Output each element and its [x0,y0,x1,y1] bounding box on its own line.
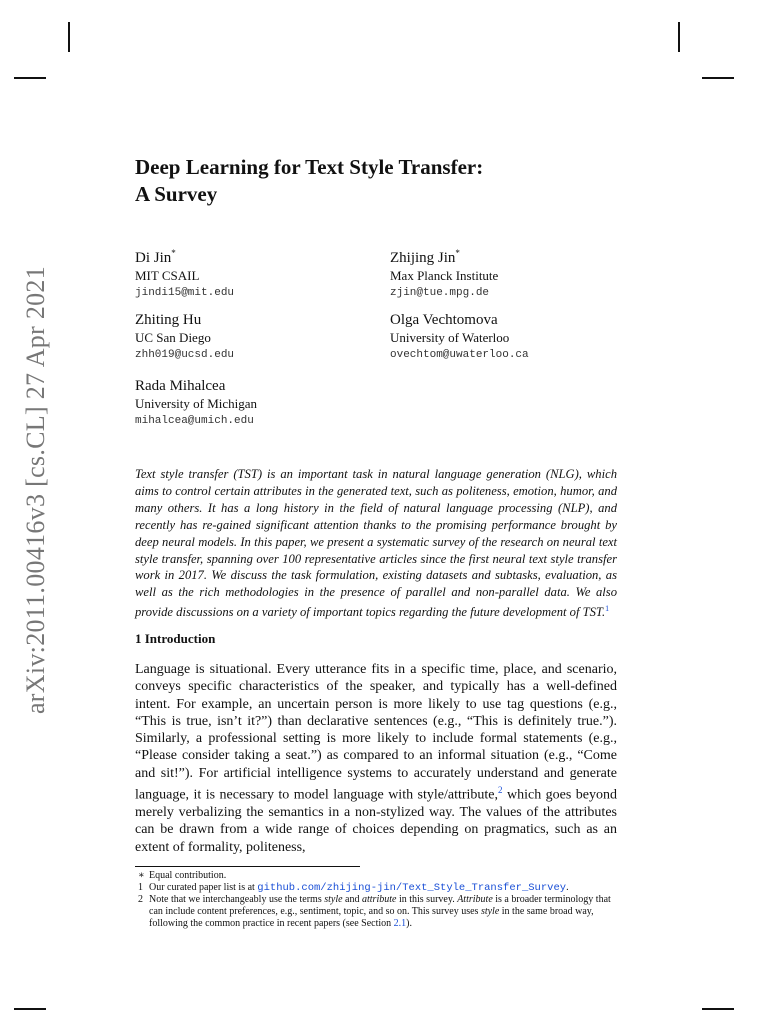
author-block [135,245,234,302]
author-name: Di Jin* [135,248,176,266]
footnote-mark: 2 [138,894,143,905]
author-block [135,378,257,430]
author-email[interactable]: zhh019@ucsd.edu [135,349,235,361]
crop-mark [702,77,734,79]
crop-mark [678,22,680,52]
author-affiliation: MIT CSAIL [135,268,200,283]
author-email[interactable]: zjin@tue.mpg.de [390,287,490,299]
footnote-item [138,882,618,894]
author-email[interactable]: ovechtom@uwaterloo.ca [390,349,529,361]
footnote-text: Note that we interchangeably use the terms style and attribute in this survey. Attribute is a broader terminology that can include content preferences, e.g., sentiment, topic, and so on. This survey uses style in the same broad way, following the common practice in recent papers (see Section 2.1). [149,894,611,929]
abstract [135,466,617,621]
footnote-text: Equal contribution. [149,870,227,881]
footnote-text: Our curated paper list is at github.com/zhijing-jin/Text_Style_Transfer_Survey. [149,882,569,894]
section-heading [135,631,215,647]
abstract-text: Text style transfer (TST) is an important task in natural language generation (NLG), which aims to control certain attributes in the generated text, such as politeness, emotion, humor, and many others. It has a long history in the field of natural language processing (NLP), and recently has re-gained significant attention thanks to the promising performance brought by deep neural models. In this paper, we present a systematic survey of the research on neural text style transfer, spanning over 100 representative articles since the first neural text style transfer work in 2017. We discuss the task formulation, existing datasets and subtasks, evaluation, as well as the rich methodologies in the presence of parallel and non-parallel data. We also provide discussions on a variety of important topics regarding the future development of TST. [135,467,617,620]
section-title: Introduction [144,631,216,646]
crop-mark [702,1008,734,1010]
footnotes [138,870,618,930]
section-ref-link[interactable]: 2.1 [393,918,407,929]
footnote-item [138,870,618,882]
footnote-mark: ∗ [138,870,145,881]
footnote-ref-2[interactable]: 2 [498,785,503,796]
author-block [390,245,498,302]
author-block [135,312,234,364]
paper-title [135,154,483,208]
author-block [390,312,529,364]
author-email[interactable]: mihalcea@umich.edu [135,415,254,427]
author-name: Rada Mihalcea [135,378,226,394]
author-email[interactable]: jindi15@mit.edu [135,287,235,299]
author-affiliation: University of Waterloo [390,330,510,345]
footnote-rule [135,866,360,867]
crop-mark [14,1008,46,1010]
author-name: Olga Vechtomova [390,312,498,328]
crop-mark [14,77,46,79]
author-name: Zhijing Jin* [390,248,460,266]
footnote-item [138,894,618,930]
author-name: Zhiting Hu [135,312,202,328]
author-affiliation: UC San Diego [135,330,211,345]
equal-contribution-mark: * [455,248,460,258]
author-affiliation: University of Michigan [135,396,258,411]
title-line-1: Deep Learning for Text Style Transfer: [135,155,484,179]
section-number: 1 [135,631,142,646]
paper-list-link[interactable]: github.com/zhijing-jin/Text_Style_Transfer_Survey [257,882,567,894]
title-line-2: A Survey [135,182,218,206]
equal-contribution-mark: * [171,248,176,258]
footnote-ref-1[interactable]: 1 [605,604,610,614]
intro-paragraph: Language is situational. Every utterance fits in a specific time, place, and scenario, conveys specific characteristics of the speaker, and typically has a well-defined intent. For example, an uncertain person is more likely to use tag questions (e.g., “This is true, isn’t it?”) than declarative sentences (e.g., “This is definitely true.”). Similarly, a professional setting is more likely to include formal statements (e.g., “Please consider taking a seat.”) as compared to an informal situation (e.g., “Come and sit!”). For artificial intelligence systems to accurately understand and generate language, it is necessary to model language with style/attribute,$^2$ which goes beyond merely verbalizing the semantics in a non-stylized way. The values of the attributes can be drawn from a wide range of choices depending on pragmatics, such as an extent of formality, politeness, [135,662,617,855]
author-affiliation: Max Planck Institute [390,268,499,283]
crop-mark [68,22,70,52]
footnote-mark: 1 [138,882,143,893]
arxiv-stamp: arXiv:2011.00416v3 [cs.CL] 27 Apr 2021 [21,265,50,715]
